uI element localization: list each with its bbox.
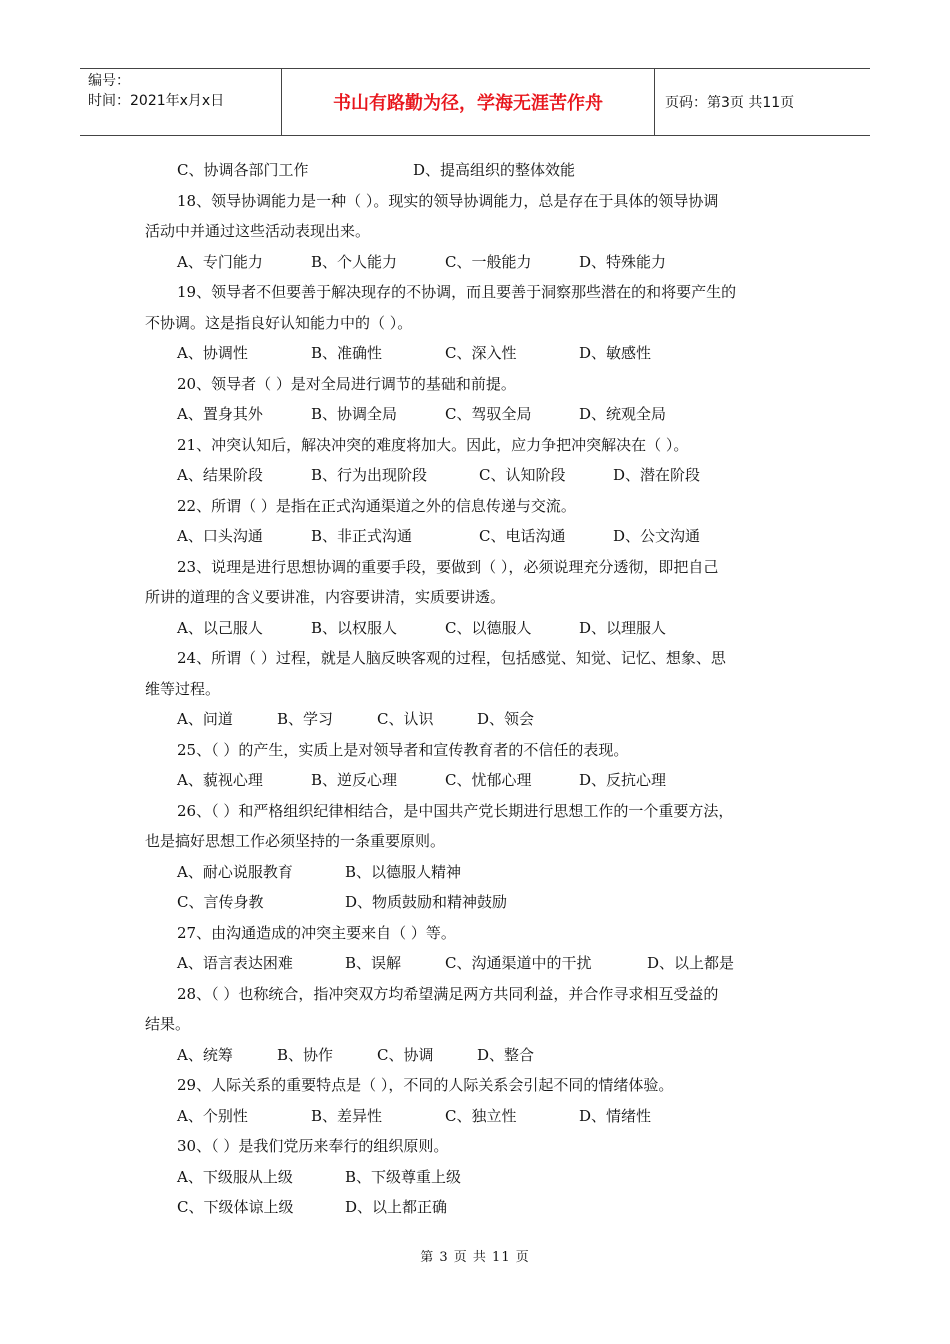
answer-option: B、以权服人 [311, 618, 398, 637]
answer-option: C、协调各部门工作 [177, 161, 309, 179]
question-text: 20、领导者（ ）是对全局进行调节的基础和前提。 [177, 374, 516, 393]
page-footer: 第 3 页 共 11 页 [420, 1250, 530, 1265]
answer-option: A、专门能力 [177, 252, 263, 271]
question-continuation: 结果。 [145, 1015, 191, 1033]
answer-options [145, 887, 815, 918]
header-motto: 书山有路勤为径，学海无涯苦作舟 [282, 69, 655, 135]
question-text: 26、（ ）和严格组织纪律相结合，是中国共产党长期进行思想工作的一个重要方法， [177, 801, 734, 820]
answer-options [145, 765, 815, 796]
answer-option: C、忧郁心理 [445, 771, 532, 789]
question-continuation: 不协调。这是指良好认知能力中的（ ）。 [145, 313, 413, 332]
question-continuation: 也是搞好思想工作必须坚持的一条重要原则。 [145, 832, 446, 850]
answer-option: D、公文沟通 [613, 527, 701, 545]
question-text: 21、冲突认知后，解决冲突的难度将加大。因此，应力争把冲突解决在（ ）。 [177, 435, 689, 454]
answer-options [145, 460, 815, 491]
answer-options [145, 857, 815, 888]
answer-options [145, 613, 815, 644]
answer-option: C、沟通渠道中的干扰 [445, 954, 592, 972]
question-text: 23、说理是进行思想协调的重要手段，要做到（ ），必须说理充分透彻，即把自己 [177, 557, 719, 576]
answer-option: A、口头沟通 [177, 527, 263, 545]
answer-options [145, 1040, 815, 1071]
answer-option: C、协调 [377, 1045, 434, 1064]
answer-option: D、统观全局 [579, 405, 667, 423]
answer-option: A、协调性 [177, 344, 248, 362]
answer-option: A、统筹 [177, 1045, 233, 1064]
question-text: 18、领导协调能力是一种（ ）。现实的领导协调能力，总是存在于具体的领导协调 [177, 191, 719, 210]
answer-option: D、潜在阶段 [613, 466, 701, 484]
answer-option: C、深入性 [445, 344, 517, 362]
answer-option: D、反抗心理 [579, 771, 667, 789]
answer-option: A、结果阶段 [177, 466, 263, 484]
answer-option: D、以上都是 [647, 954, 735, 972]
answer-option: D、以上都正确 [345, 1198, 448, 1216]
question-text: 27、由沟通造成的冲突主要来自（ ）等。 [177, 923, 456, 942]
answer-options [145, 338, 815, 369]
answer-option: B、学习 [277, 710, 334, 728]
answer-option: B、非正式沟通 [311, 527, 413, 545]
answer-option: D、领会 [477, 710, 535, 728]
answer-options [145, 521, 815, 552]
answer-option: D、特殊能力 [579, 252, 667, 271]
answer-option: D、物质鼓励和精神鼓励 [345, 893, 508, 911]
answer-option: D、以理服人 [579, 618, 667, 637]
answer-options [145, 155, 815, 186]
answer-option: A、以己服人 [177, 618, 263, 637]
answer-options [145, 247, 815, 278]
question-continuation: 活动中并通过这些活动表现出来。 [145, 222, 371, 240]
answer-options [145, 948, 815, 979]
answer-option: C、以德服人 [445, 618, 532, 637]
page-header [80, 68, 870, 136]
answer-option: C、电话沟通 [479, 527, 566, 545]
answer-option: B、逆反心理 [311, 771, 398, 789]
question-text: 28、（ ）也称统合，指冲突双方均希望满足两方共同利益，并合作寻求相互受益的 [177, 984, 719, 1003]
answer-options [145, 1101, 815, 1132]
answer-option: B、差异性 [311, 1106, 383, 1125]
answer-option: B、以德服人精神 [345, 862, 462, 881]
question-continuation: 所讲的道理的含义要讲准，内容要讲清，实质要讲透。 [145, 588, 506, 606]
question-text: 24、所谓（ ）过程，就是人脑反映客观的过程，包括感觉、知觉、记忆、想象、思 [177, 649, 726, 667]
answer-options [145, 704, 815, 735]
answer-option: B、准确性 [311, 344, 383, 362]
question-text: 30、（ ）是我们党历来奉行的组织原则。 [177, 1137, 449, 1155]
answer-option: D、整合 [477, 1045, 535, 1064]
answer-option: C、言传身教 [177, 893, 264, 911]
document-number: 编号： [88, 73, 130, 89]
answer-option: A、个别性 [177, 1106, 248, 1125]
question-text: 29、人际关系的重要特点是（ ），不同的人际关系会引起不同的情绪体验。 [177, 1076, 674, 1094]
answer-option: C、认识 [377, 710, 434, 728]
answer-option: D、情绪性 [579, 1106, 652, 1125]
answer-option: C、认知阶段 [479, 466, 566, 484]
answer-option: C、一般能力 [445, 252, 532, 271]
question-continuation: 维等过程。 [145, 679, 221, 698]
answer-option: B、下级尊重上级 [345, 1167, 462, 1186]
answer-option: C、下级体谅上级 [177, 1198, 294, 1216]
answer-options [145, 1162, 815, 1193]
answer-options [145, 1192, 815, 1223]
header-page-info: 页码：第3页 共11页 [665, 95, 795, 111]
answer-option: A、耐心说服教育 [177, 862, 293, 881]
document-body [145, 155, 815, 1223]
question-text: 22、所谓（ ）是指在正式沟通渠道之外的信息传递与交流。 [177, 496, 576, 515]
answer-option: A、下级服从上级 [177, 1167, 293, 1186]
answer-option: B、协作 [277, 1045, 334, 1064]
answer-option: C、独立性 [445, 1106, 517, 1125]
answer-option: A、问道 [177, 710, 233, 728]
answer-option: B、行为出现阶段 [311, 466, 428, 484]
question-text: 19、领导者不但要善于解决现存的不协调，而且要善于洞察那些潜在的和将要产生的 [177, 283, 737, 301]
answer-option: B、协调全局 [311, 405, 398, 423]
answer-option: B、个人能力 [311, 252, 398, 271]
question-text: 25、（ ）的产生，实质上是对领导者和宣传教育者的不信任的表现。 [177, 740, 629, 759]
answer-option: D、敏感性 [579, 344, 652, 362]
answer-option: A、语言表达困难 [177, 954, 293, 972]
answer-option: D、提高组织的整体效能 [413, 161, 576, 179]
answer-option: C、驾驭全局 [445, 405, 532, 423]
answer-option: B、误解 [345, 954, 402, 972]
header-meta [80, 69, 282, 135]
answer-option: A、置身其外 [177, 405, 263, 423]
document-date: 时间：2021年x月x日 [88, 93, 225, 109]
answer-option: A、藐视心理 [177, 771, 263, 789]
answer-options [145, 399, 815, 430]
